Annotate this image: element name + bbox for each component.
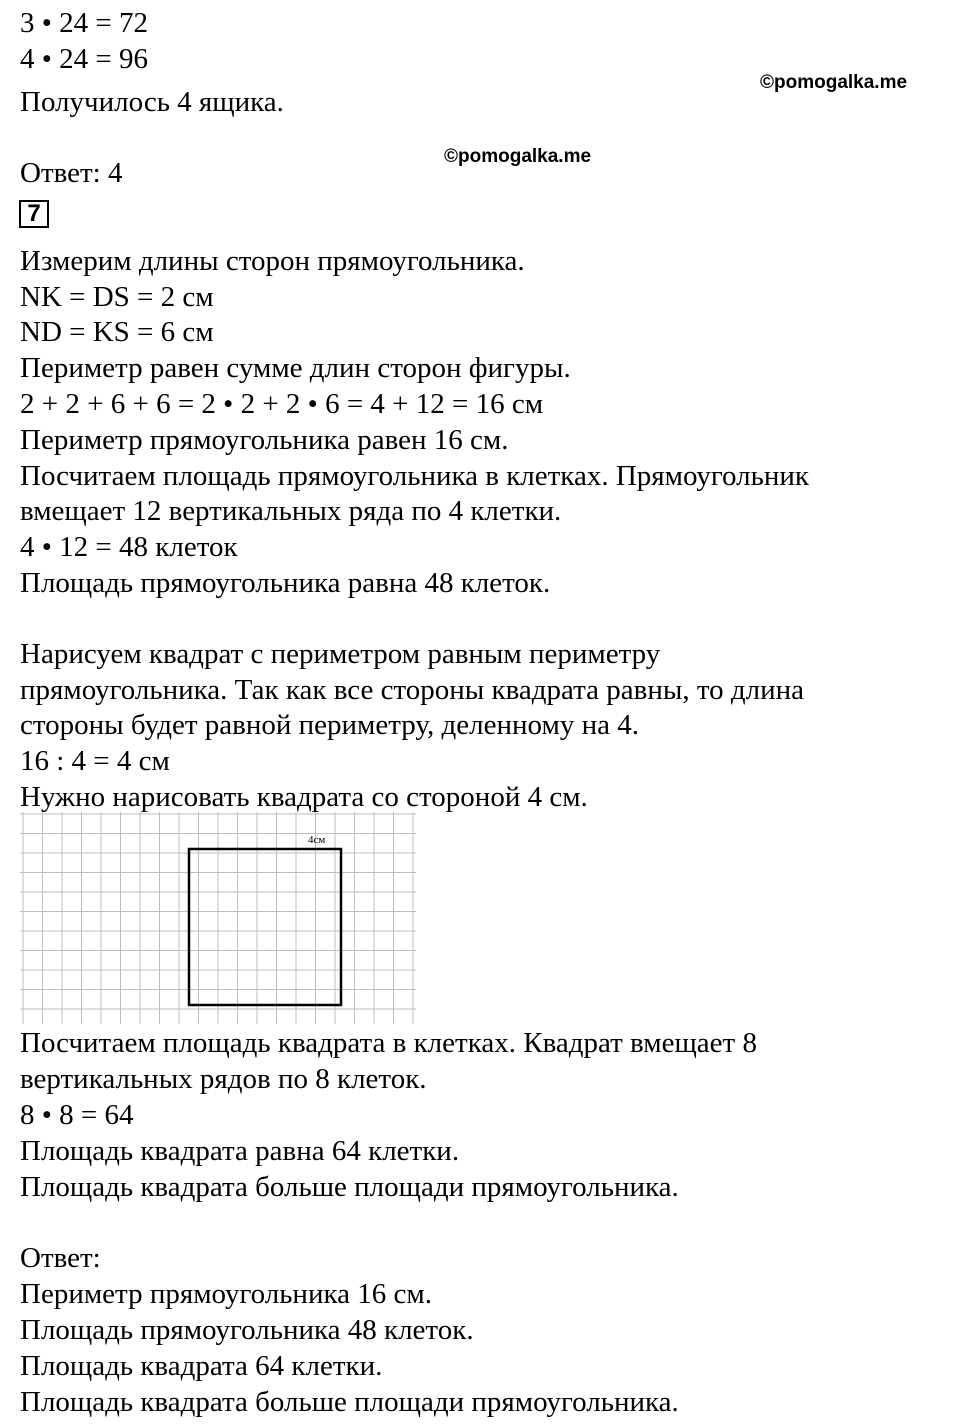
text-line: 3 • 24 = 72 [20, 7, 149, 39]
text-line: вмещает 12 вертикальных ряда по 4 клетки. [20, 495, 562, 527]
text-line: Посчитаем площадь прямоугольника в клетках. Прямоугольник [20, 460, 809, 492]
answer-line: Периметр прямоугольника 16 см. [20, 1278, 432, 1310]
text-line: Нарисуем квадрат с периметром равным периметру [20, 638, 661, 670]
text-line: 2 + 2 + 6 + 6 = 2 • 2 + 2 • 6 = 4 + 12 = 16 см [20, 388, 544, 420]
text-line: Периметр прямоугольника равен 16 см. [20, 424, 509, 456]
text-line: стороны будет равной периметру, деленному на 4. [20, 709, 639, 741]
grid-figure [20, 812, 416, 1024]
text-line: NK = DS = 2 см [20, 281, 214, 313]
watermark: ©pomogalka.me [444, 146, 592, 167]
task-number-box: 7 [19, 200, 49, 228]
text-line: Площадь квадрата равна 64 клетки. [20, 1135, 460, 1167]
answer-heading: Ответ: [20, 1242, 101, 1274]
text-line: Измерим длины сторон прямоугольника. [20, 245, 525, 277]
text-line: 8 • 8 = 64 [20, 1099, 134, 1131]
text-line: вертикальных рядов по 8 клеток. [20, 1063, 427, 1095]
grid-lines [20, 812, 416, 1024]
answer-line: Площадь квадрата больше площади прямоугольника. [20, 1386, 679, 1418]
text-line: прямоугольника. Так как все стороны квадрата равны, то длина [20, 674, 805, 706]
answer-line: Ответ: 4 [20, 157, 123, 189]
watermark: ©pomogalka.me [760, 72, 908, 93]
answer-line: Площадь квадрата 64 клетки. [20, 1350, 383, 1382]
grid-paper [20, 812, 416, 1024]
text-line: Нужно нарисовать квадрата со стороной 4 см. [20, 781, 588, 813]
square-side-label: 4см [308, 834, 326, 846]
text-line: Площадь квадрата больше площади прямоугольника. [20, 1171, 679, 1203]
text-line: 4 • 24 = 96 [20, 43, 149, 75]
answer-line: Площадь прямоугольника 48 клеток. [20, 1314, 474, 1346]
text-line: Периметр равен сумме длин сторон фигуры. [20, 352, 571, 384]
text-line: ND = KS = 6 см [20, 316, 214, 348]
text-line: Площадь прямоугольника равна 48 клеток. [20, 567, 551, 599]
text-line: 4 • 12 = 48 клеток [20, 531, 238, 563]
text-line: Посчитаем площадь квадрата в клетках. Квадрат вмещает 8 [20, 1027, 757, 1059]
text-line: Получилось 4 ящика. [20, 86, 284, 118]
text-line: 16 : 4 = 4 см [20, 745, 170, 777]
